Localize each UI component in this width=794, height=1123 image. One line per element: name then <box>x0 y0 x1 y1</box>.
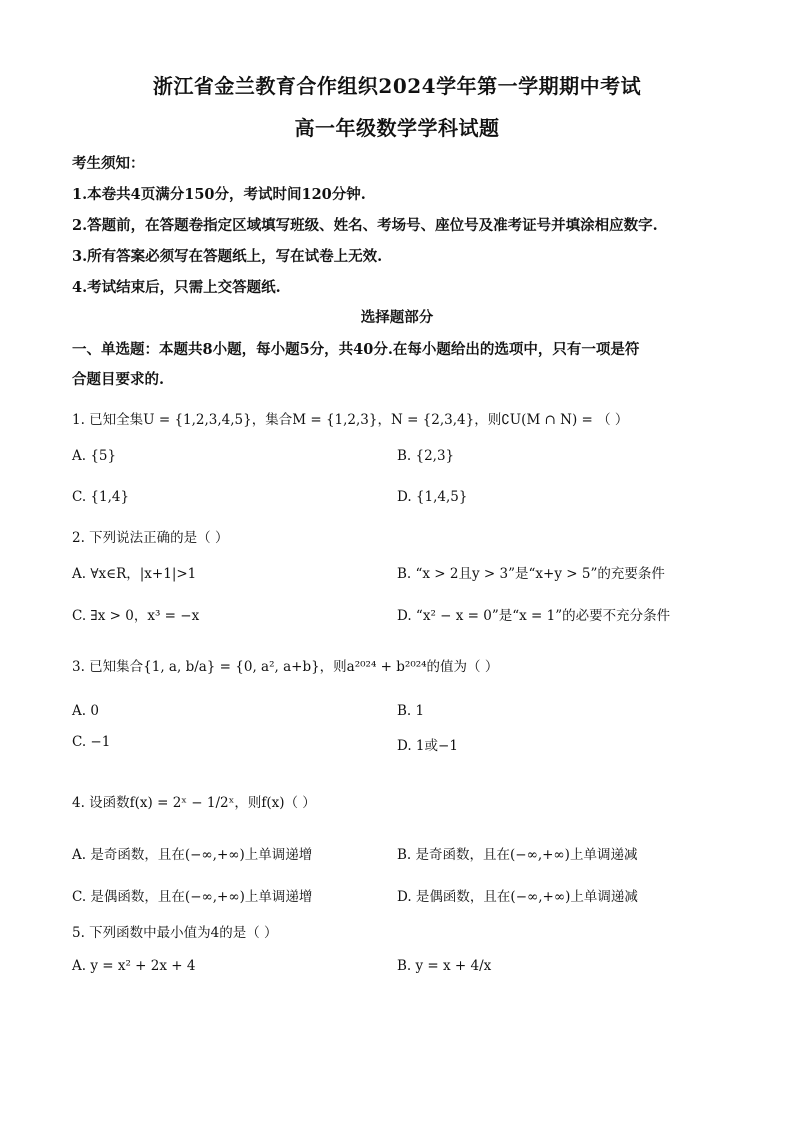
option-b: B. y = x + 4/x <box>397 958 492 974</box>
option-a: A. {5} <box>72 448 117 464</box>
question-stem: 5. 下列函数中最小值为4的是（ ） <box>72 925 278 941</box>
option-d: D. 1或−1 <box>397 738 458 754</box>
question-stem: 3. 已知集合{1, a, b/a} = {0, a², a+b}，则a²⁰²⁴ + b²⁰²⁴的值为（ ） <box>72 659 499 675</box>
exam-title: 浙江省金兰教育合作组织2024学年第一学期期中考试 <box>152 74 642 98</box>
notice-item: 2.答题前，在答题卷指定区域填写班级、姓名、考场号、座位号及准考证号并填涂相应数字. <box>72 217 658 234</box>
option-c: C. {1,4} <box>72 489 130 505</box>
option-d: D. {1,4,5} <box>397 489 468 505</box>
option-d: D. “x² − x = 0”是“x = 1”的必要不充分条件 <box>397 608 671 624</box>
question-stem: 2. 下列说法正确的是（ ） <box>72 530 229 546</box>
section-intro: 一、单选题：本题共8小题，每小题5分，共40分.在每小题给出的选项中，只有一项是符 <box>72 341 640 358</box>
notice-heading: 考生须知： <box>72 155 145 172</box>
option-c: C. 是偶函数，且在(−∞,+∞)上单调递增 <box>72 889 313 905</box>
option-d: D. 是偶函数，且在(−∞,+∞)上单调递减 <box>397 889 638 905</box>
option-a: A. y = x² + 2x + 4 <box>72 958 196 974</box>
option-c: C. −1 <box>72 734 111 750</box>
option-b: B. {2,3} <box>397 448 455 464</box>
exam-subtitle: 高一年级数学学科试题 <box>294 116 500 140</box>
option-b: B. 1 <box>397 703 425 719</box>
option-a: A. 是奇函数，且在(−∞,+∞)上单调递增 <box>72 847 313 863</box>
section-intro: 合题目要求的. <box>72 371 165 388</box>
option-b: B. “x > 2且y > 3”是“x+y > 5”的充要条件 <box>397 566 665 582</box>
option-a: A. ∀x∈R，|x+1|>1 <box>72 566 197 582</box>
section-title: 选择题部分 <box>360 309 434 326</box>
notice-item: 1.本卷共4页满分150分，考试时间120分钟. <box>72 186 366 203</box>
notice-item: 4.考试结束后，只需上交答题纸. <box>72 279 281 296</box>
question-stem: 1. 已知全集U = {1,2,3,4,5}，集合M = {1,2,3}，N = {2,3,4}，则∁U(M ∩ N) = （ ） <box>72 412 629 428</box>
notice-item: 3.所有答案必须写在答题纸上，写在试卷上无效. <box>72 248 383 265</box>
question-stem: 4. 设函数f(x) = 2ˣ − 1/2ˣ，则f(x)（ ） <box>72 795 316 811</box>
option-c: C. ∃x > 0，x³ = −x <box>72 608 200 624</box>
option-a: A. 0 <box>72 703 99 719</box>
option-b: B. 是奇函数，且在(−∞,+∞)上单调递减 <box>397 847 638 863</box>
